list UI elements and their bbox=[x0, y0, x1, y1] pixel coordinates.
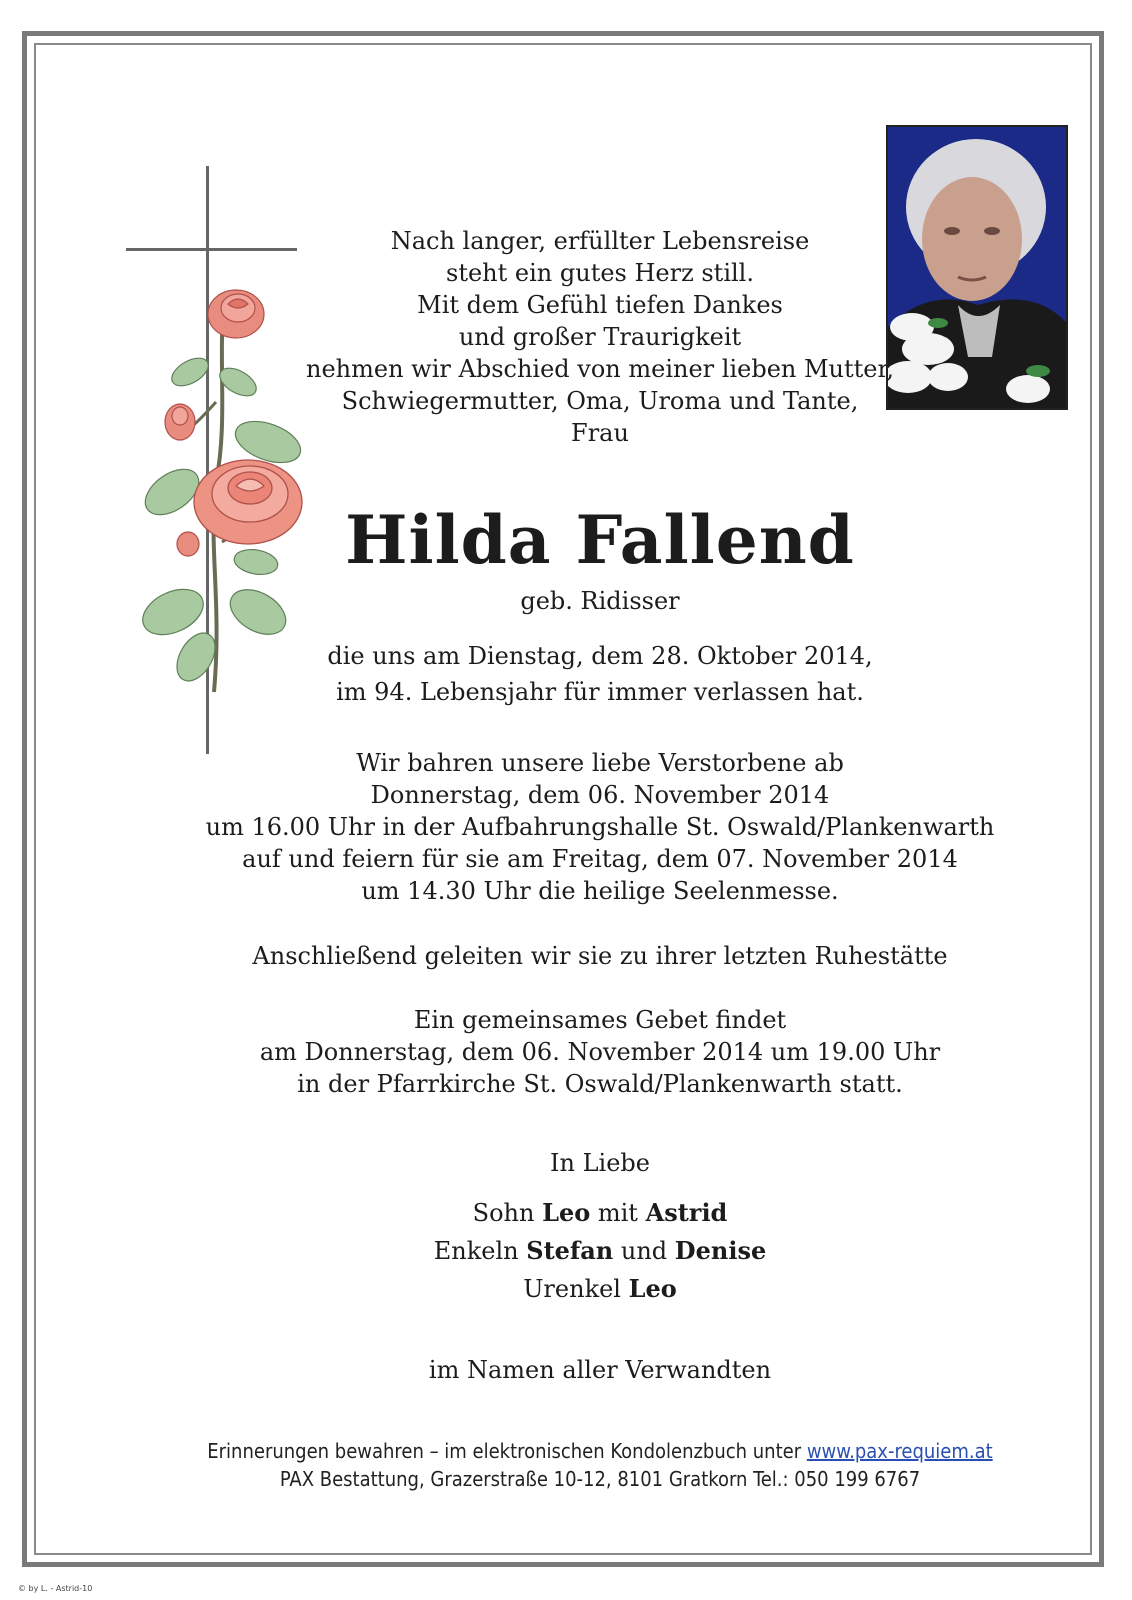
deceased-name: Hilda Fallend bbox=[345, 501, 855, 579]
family-connector: mit bbox=[590, 1199, 646, 1227]
intro-line: und großer Traurigkeit bbox=[458, 323, 742, 351]
footer-address: PAX Bestattung, Grazerstraße 10-12, 8101 Gratkorn Tel.: 050 199 6767 bbox=[279, 1467, 921, 1491]
wake-line: um 16.00 Uhr in der Aufbahrungshalle St. Oswald/Plankenwarth bbox=[205, 813, 995, 841]
wake-info bbox=[200, 747, 1000, 907]
family-name: Astrid bbox=[645, 1198, 728, 1227]
prayer-info bbox=[200, 1004, 1000, 1100]
relatives-line: im Namen aller Verwandten bbox=[428, 1356, 772, 1384]
family-name: Denise bbox=[674, 1236, 767, 1265]
intro-line: Mit dem Gefühl tiefen Dankes bbox=[417, 291, 783, 319]
copyright-note: © by L. - Astrid-10 bbox=[18, 1584, 93, 1593]
death-info bbox=[200, 638, 1000, 710]
family-list bbox=[200, 1194, 1000, 1308]
family-label: Enkeln bbox=[433, 1237, 527, 1265]
burial-line: Anschließend geleiten wir sie zu ihrer letzten Ruhestätte bbox=[252, 942, 948, 970]
wake-line: Wir bahren unsere liebe Verstorbene ab bbox=[356, 749, 844, 777]
intro-line: nehmen wir Abschied von meiner lieben Mutter, bbox=[306, 355, 894, 383]
family-name: Leo bbox=[628, 1274, 677, 1303]
prayer-line: am Donnerstag, dem 06. November 2014 um 19.00 Uhr bbox=[259, 1038, 941, 1066]
intro-line: steht ein gutes Herz still. bbox=[446, 259, 754, 287]
death-line: die uns am Dienstag, dem 28. Oktober 2014, bbox=[327, 642, 873, 670]
family-label: Urenkel bbox=[523, 1275, 629, 1303]
intro-line: Nach langer, erfüllter Lebensreise bbox=[390, 227, 810, 255]
family-connector: und bbox=[613, 1237, 675, 1265]
death-line: im 94. Lebensjahr für immer verlassen hat. bbox=[336, 678, 864, 706]
wake-line: auf und feiern für sie am Freitag, dem 07. November 2014 bbox=[242, 845, 958, 873]
prayer-line: Ein gemeinsames Gebet findet bbox=[413, 1006, 787, 1034]
family-name: Stefan bbox=[526, 1236, 614, 1265]
family-line-son bbox=[200, 1194, 1000, 1232]
prayer-line: in der Pfarrkirche St. Oswald/Plankenwarth statt. bbox=[297, 1070, 903, 1098]
family-label: Sohn bbox=[472, 1199, 543, 1227]
family-line-great-grandchild bbox=[200, 1270, 1000, 1308]
family-line-grandchildren bbox=[200, 1232, 1000, 1270]
intro-text bbox=[200, 225, 1000, 449]
wake-line: um 14.30 Uhr die heilige Seelenmesse. bbox=[361, 877, 839, 905]
born-name: geb. Ridisser bbox=[520, 587, 680, 615]
intro-line: Schwiegermutter, Oma, Uroma und Tante, bbox=[341, 387, 859, 415]
condolence-link[interactable]: www.pax-requiem.at bbox=[806, 1439, 993, 1463]
family-name: Leo bbox=[542, 1198, 591, 1227]
footer-text: Erinnerungen bewahren – im elektronischen Kondolenzbuch unter bbox=[207, 1439, 807, 1463]
closing-text: In Liebe bbox=[550, 1149, 650, 1177]
footer-condolence bbox=[150, 1437, 1050, 1465]
wake-line: Donnerstag, dem 06. November 2014 bbox=[370, 781, 830, 809]
intro-line: Frau bbox=[571, 419, 629, 447]
